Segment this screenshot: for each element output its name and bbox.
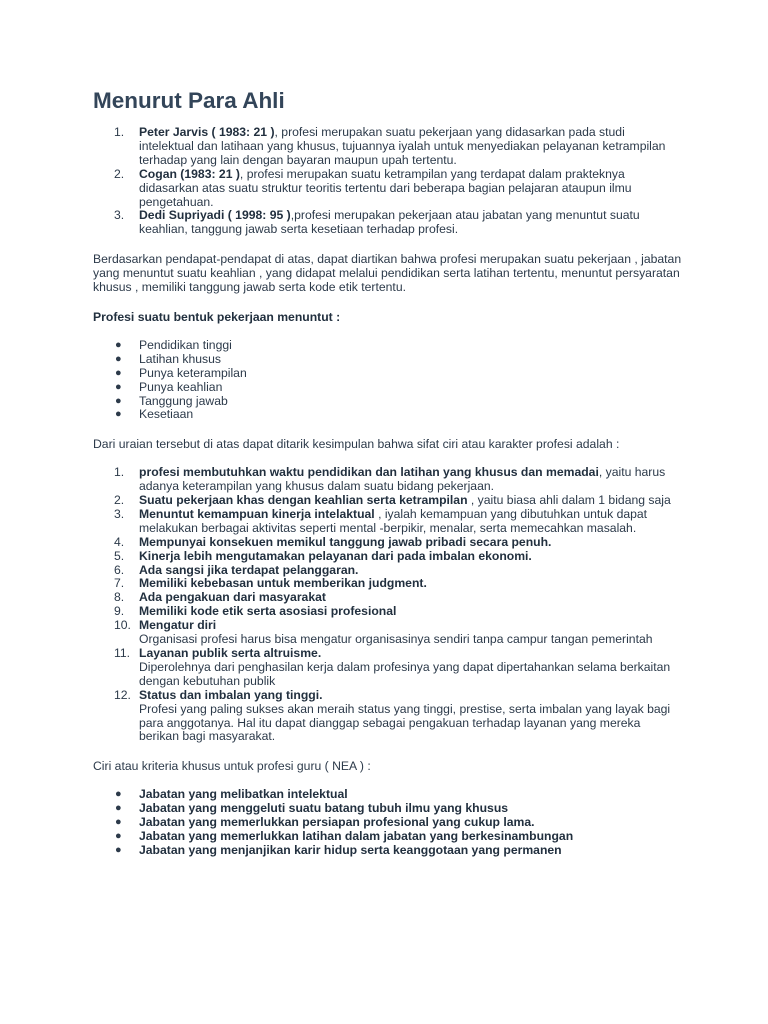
expert-definition: ,profesi merupakan pekerjaan atau jabatan yang menuntut suatu keahlian, tanggung jawab serta kesetiaan terhadap profesi. <box>139 208 640 237</box>
trait-title: Mempunyai konsekuen memikul tanggung jawab pribadi secara penuh. <box>139 534 552 549</box>
list-number: 8. <box>114 590 125 605</box>
list-number: 3. <box>114 506 125 521</box>
trait-title: Memiliki kode etik serta asosiasi profesional <box>139 604 397 619</box>
list-item <box>93 619 683 647</box>
list-item-text: Kesetiaan <box>139 407 194 422</box>
list-item <box>93 381 683 395</box>
list-number: 5. <box>114 548 125 563</box>
list-number: 7. <box>114 576 125 591</box>
traits-intro: Dari uraian tersebut di atas dapat ditarik kesimpulan bahwa sifat ciri atau karakter profesi adalah : <box>93 437 620 452</box>
trait-title: Memiliki kebebasan untuk memberikan judgment. <box>139 576 427 591</box>
trait-text: , yaitu biasa ahli dalam 1 bidang saja <box>467 493 671 508</box>
list-item-text: Punya keahlian <box>139 379 223 394</box>
list-item <box>93 395 683 409</box>
trait-title: Suatu pekerjaan khas dengan keahlian serta ketrampilan <box>139 493 468 508</box>
trait-title: profesi membutuhkan waktu pendidikan dan latihan yang khusus dan memadai <box>139 465 599 480</box>
list-item <box>93 339 683 353</box>
bullet-icon: ● <box>115 338 122 351</box>
page-title: Menurut Para Ahli <box>93 88 285 113</box>
list-item <box>93 605 683 619</box>
bullet-icon: ● <box>115 352 122 365</box>
expert-definition: , profesi merupakan suatu pekerjaan yang didasarkan pada studi intelektual dan latihaan yang khusus, tujuannya iyalah untuk menyediakan pelayanan ketrampilan terhadap yang lain dengan bayaran maupun upah tertentu. <box>139 125 666 167</box>
experts-list <box>93 126 683 237</box>
trait-title: Layanan publik serta altruisme. <box>139 646 322 660</box>
list-item-text: Punya keterampilan <box>139 365 247 380</box>
nea-intro: Ciri atau kriteria khusus untuk profesi guru ( NEA ) : <box>93 759 371 774</box>
list-item-text: Jabatan yang melibatkan intelektual <box>139 787 348 802</box>
list-item-text: Jabatan yang menggeluti suatu batang tubuh ilmu yang khusus <box>139 801 509 816</box>
trait-title: Status dan imbalan yang tinggi. <box>139 687 323 702</box>
trait-title: Menuntut kemampuan kinerja intelaktual <box>139 506 375 521</box>
list-item <box>93 466 683 494</box>
bullet-icon: ● <box>115 816 122 829</box>
list-item <box>93 209 683 237</box>
expert-name: Peter Jarvis ( 1983: 21 ) <box>139 125 275 139</box>
list-number: 12. <box>114 687 131 702</box>
list-item <box>93 816 683 830</box>
list-number: 3. <box>114 208 125 223</box>
bullet-icon: ● <box>115 802 122 815</box>
list-item <box>93 689 683 745</box>
nea-list <box>93 788 683 858</box>
trait-title: Ada sangsi jika terdapat pelanggaran. <box>139 562 359 577</box>
list-item-text: Pendidikan tinggi <box>139 337 232 352</box>
bullet-icon: ● <box>115 408 122 421</box>
list-item-text: Latihan khusus <box>139 351 221 366</box>
list-item <box>93 536 683 550</box>
list-item <box>93 550 683 564</box>
bullet-icon: ● <box>115 788 122 801</box>
list-item <box>93 126 683 168</box>
list-item <box>93 647 683 689</box>
list-item <box>93 494 683 508</box>
list-item <box>93 591 683 605</box>
list-number: 10. <box>114 618 131 633</box>
trait-text: Diperolehnya dari penghasilan kerja dalam profesinya yang dapat dipertahankan selama berkaitan dengan kebutuhan publik <box>139 659 671 688</box>
list-number: 2. <box>114 166 125 181</box>
list-item <box>93 353 683 367</box>
trait-text: Organisasi profesi harus bisa mengatur organisasinya sendiri tanpa campur tangan pemerintah <box>139 632 653 647</box>
list-item <box>93 830 683 844</box>
list-number: 1. <box>114 125 125 139</box>
demands-list <box>93 339 683 422</box>
list-item <box>93 408 683 422</box>
bullet-icon: ● <box>115 843 122 856</box>
document-page <box>93 88 683 858</box>
list-item <box>93 367 683 381</box>
list-item <box>93 564 683 578</box>
demands-heading: Profesi suatu bentuk pekerjaan menuntut : <box>93 309 341 324</box>
bullet-icon: ● <box>115 366 122 379</box>
list-item-text: Jabatan yang menjanjikan karir hidup serta keanggotaan yang permanen <box>139 842 562 857</box>
list-item-text: Jabatan yang memerlukkan latihan dalam jabatan yang berkesinambungan <box>139 828 574 843</box>
trait-title: Ada pengakuan dari masyarakat <box>139 590 326 605</box>
list-number: 9. <box>114 604 125 619</box>
list-number: 1. <box>114 465 125 480</box>
bullet-icon: ● <box>115 380 122 393</box>
trait-text: , yaitu harus adanya keterampilan yang khusus dalam suatu bidang pekerjaan. <box>139 465 666 494</box>
expert-name: Cogan (1983: 21 ) <box>139 166 240 181</box>
list-item <box>93 844 683 858</box>
list-item <box>93 788 683 802</box>
list-number: 2. <box>114 493 125 508</box>
bullet-icon: ● <box>115 394 122 407</box>
list-item-text: Jabatan yang memerlukkan persiapan profesional yang cukup lama. <box>139 815 535 830</box>
expert-name: Dedi Supriyadi ( 1998: 95 ) <box>139 208 291 223</box>
list-number: 6. <box>114 562 125 577</box>
list-item <box>93 577 683 591</box>
list-item <box>93 168 683 210</box>
list-item <box>93 802 683 816</box>
conclusion-paragraph: Berdasarkan pendapat-pendapat di atas, dapat diartikan bahwa profesi merupakan suatu pekerjaan , jabatan yang menuntut suatu keahlian , yang didapat melalui pendidikan serta latihan tertentu, menuntut persyaratan khusus , memiliki tanggung jawab serta kode etik tertentu. <box>93 252 682 295</box>
trait-text: , iyalah kemampuan yang dibutuhkan untuk dapat melakukan berbagai aktivitas seperti mental -berpikir, menalar, serta memecahkan masalah. <box>139 506 648 535</box>
list-number: 11. <box>114 646 131 660</box>
list-item <box>93 508 683 536</box>
bullet-icon: ● <box>115 829 122 842</box>
trait-text: Profesi yang paling sukses akan meraih status yang tinggi, prestise, serta imbalan yang layak bagi para anggotanya. Hal itu dapat dianggap sebagai pengakuan terhadap layanan yang mereka berikan bagi masyarakat. <box>139 701 671 744</box>
traits-list <box>93 466 683 744</box>
list-number: 4. <box>114 534 125 549</box>
expert-definition: , profesi merupakan suatu ketrampilan yang terdapat dalam prakteknya didasarkan atas suatu struktur teoritis tertentu dari beberapa bagian pelajaran ataupun ilmu pengetahuan. <box>139 166 632 209</box>
list-item-text: Tanggung jawab <box>139 393 228 408</box>
trait-title: Kinerja lebih mengutamakan pelayanan dari pada imbalan ekonomi. <box>139 548 532 563</box>
trait-title: Mengatur diri <box>139 618 217 633</box>
